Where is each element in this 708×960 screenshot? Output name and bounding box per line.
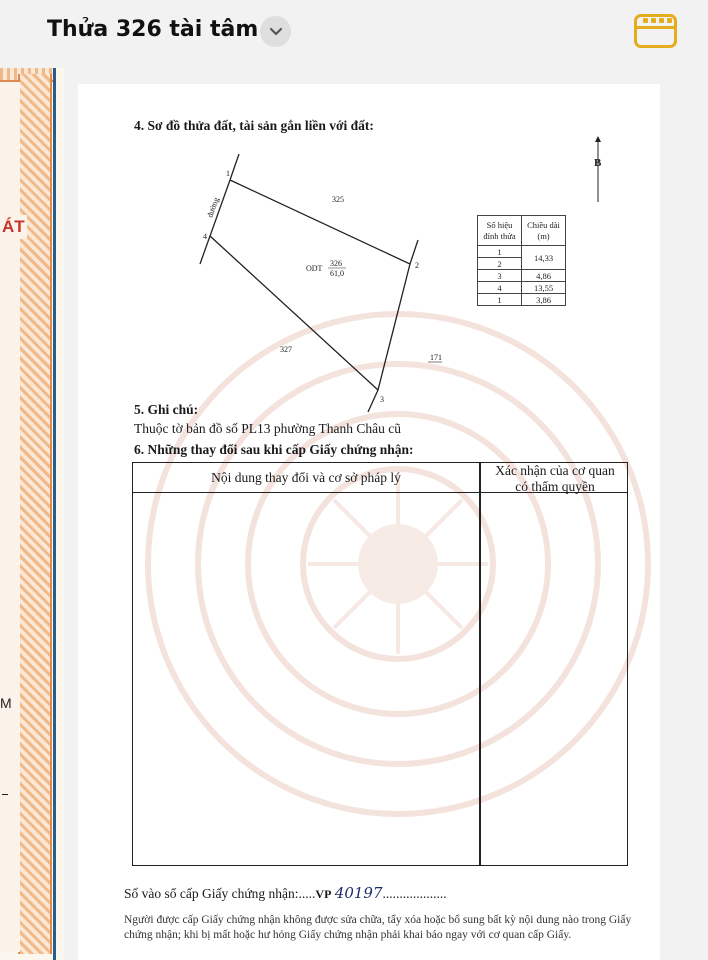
text-fragment: M	[0, 695, 12, 711]
section-5-title: 5. Ghi chú:	[134, 402, 199, 417]
table-row	[478, 246, 566, 258]
vertex-cell: 1	[478, 294, 522, 306]
registry-label: Số vào sổ cấp Giấy chứng nhận:.....	[124, 886, 316, 901]
title-menu-button[interactable]	[260, 16, 291, 47]
table-row	[478, 270, 566, 282]
top-bar	[0, 0, 708, 66]
keyboard-icon[interactable]	[634, 14, 677, 48]
registry-line	[124, 884, 447, 902]
vertex-1-label: 1	[226, 169, 230, 178]
vertex-3-label: 3	[380, 395, 384, 404]
parcel-area-label: 61,0	[330, 269, 344, 278]
section-4-title: 4. Sơ đồ thửa đất, tài sản gắn liền với đất:	[134, 118, 374, 133]
text-fragment-dash	[2, 794, 8, 795]
length-cell: 4,86	[522, 270, 566, 282]
changes-table	[132, 462, 628, 866]
parcel-number-label: 326	[330, 259, 342, 268]
neighbor-right-label: 171	[430, 353, 442, 362]
north-label: B	[594, 157, 602, 169]
table-row	[478, 294, 566, 306]
page-title: Thửa 326 tài tâm	[47, 17, 259, 42]
document-page	[78, 84, 660, 960]
section-6-title: 6. Những thay đổi sau khi cấp Giấy chứng nhận:	[134, 442, 414, 457]
vertex-cell: 1	[478, 246, 522, 258]
vertex-cell: 2	[478, 258, 522, 270]
registry-dots: ...................	[382, 886, 447, 901]
authority-header-line-2: có thẩm quyền	[515, 479, 595, 494]
table-row	[478, 282, 566, 294]
changes-column-header: Nội dung thay đổi và cơ sở pháp lý	[211, 470, 401, 485]
edge-length-table	[477, 215, 566, 306]
authority-header-line-1: Xác nhận của cơ quan	[495, 463, 615, 478]
previous-page-preview[interactable]	[0, 68, 64, 960]
column-divider	[479, 463, 481, 865]
length-column-header: Chiều dài (m)	[522, 216, 566, 246]
neighbor-top-label: 325	[332, 195, 344, 204]
warning-text: Người được cấp Giấy chứng nhận không được sửa chữa, tẩy xóa hoặc bổ sung bất kỳ nội dung nào trong Giấy chứng nhận; khi bị mất hoặc hư hỏng Giấy chứng nhận phải khai báo ngay với cơ quan cấp Giấy.	[124, 914, 632, 941]
page-edge	[0, 68, 56, 960]
vertex-cell: 3	[478, 270, 522, 282]
parcel-outline	[210, 180, 410, 390]
registry-prefix: VP	[315, 887, 332, 901]
vertex-cell: 4	[478, 282, 522, 294]
authority-column-header	[481, 463, 629, 495]
note-text: Thuộc tờ bản đồ số PL13 phường Thanh Châu cũ	[134, 421, 401, 436]
length-cell: 3,86	[522, 294, 566, 306]
certificate-title-fragment: ÁT	[0, 215, 27, 239]
chevron-down-icon	[269, 27, 283, 37]
land-code-label: ODT	[306, 264, 323, 273]
registry-number: 40197	[334, 884, 383, 902]
neighbor-left-label: 327	[280, 345, 292, 354]
length-cell: 13,55	[522, 282, 566, 294]
vertex-4-label: 4	[203, 232, 207, 241]
vertex-2-label: 2	[415, 261, 419, 270]
length-cell: 14,33	[522, 246, 566, 270]
vertex-column-header: Số hiệu đỉnh thửa	[478, 216, 522, 246]
road-label: đường	[205, 196, 221, 219]
